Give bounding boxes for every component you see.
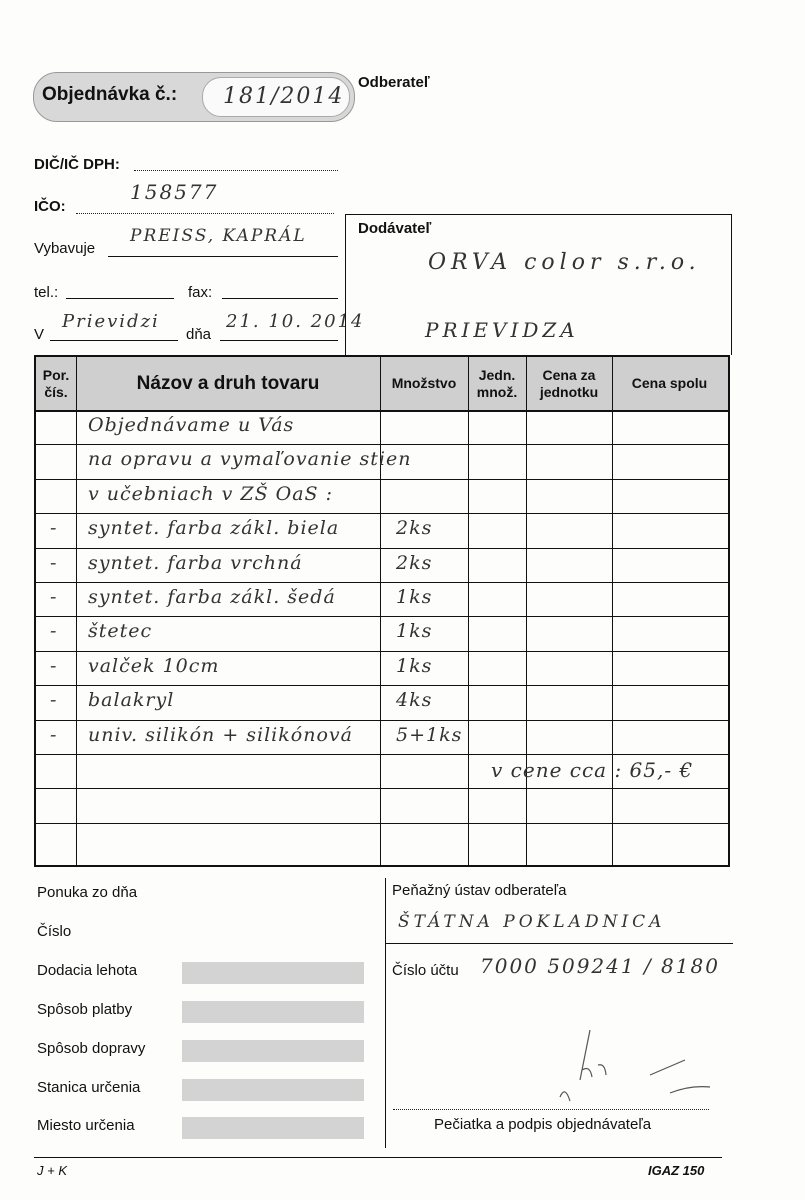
row-item-text: univ. silikón + silikónová <box>88 723 353 746</box>
header-jedn: Jedn. množ. <box>476 366 518 400</box>
table-row-divider <box>36 616 728 617</box>
v-line <box>50 340 178 341</box>
dna-label: dňa <box>186 326 212 343</box>
dodacia-field <box>182 962 364 984</box>
stanica-label: Stanica určenia <box>37 1079 141 1096</box>
row-por: - <box>50 586 58 608</box>
header-cena-jednotku: Cena za jednotku <box>539 366 599 400</box>
ico-value: 158577 <box>130 180 219 204</box>
footer-line <box>34 1157 722 1158</box>
bank-label: Peňažný ústav odberateľa <box>392 882 567 899</box>
row-por: - <box>50 689 58 712</box>
stamp-label: Pečiatka a podpis objednávateľa <box>434 1116 652 1133</box>
header-por: Por. čís. <box>42 366 70 400</box>
fax-line <box>222 298 338 299</box>
row-item-text: syntet. farba zákl. biela <box>88 517 340 540</box>
ico-label: IČO: <box>34 198 66 215</box>
table-row-divider <box>36 548 728 549</box>
table-row-divider <box>36 513 728 514</box>
miesto-field <box>182 1117 364 1139</box>
row-quantity: 2ks <box>396 517 433 540</box>
row-item-text: syntet. farba vrchná <box>88 551 303 574</box>
row-por: - <box>50 654 58 677</box>
ico-line <box>76 213 334 214</box>
supplier-city: PRIEVIDZA <box>425 318 579 342</box>
order-number-header <box>33 72 355 122</box>
row-quantity: 5+1ks <box>396 723 463 746</box>
vybavuje-label: Vybavuje <box>34 240 96 257</box>
row-item-text: balakryl <box>88 689 175 712</box>
order-number: 181/2014 <box>223 84 345 109</box>
row-quantity: 1ks <box>396 620 433 643</box>
table-row-divider <box>36 823 728 824</box>
order-label: Objednávka č.: <box>42 84 178 105</box>
footer-left: J + K <box>37 1163 67 1178</box>
bottom-divider <box>385 878 386 1148</box>
table-row-divider <box>36 651 728 652</box>
dodacia-label: Dodacia lehota <box>37 962 138 979</box>
supplier-name: ORVA color s.r.o. <box>428 250 701 275</box>
table-row-divider <box>36 720 728 721</box>
doprava-label: Spôsob dopravy <box>37 1040 146 1057</box>
table-row-divider <box>36 788 728 789</box>
row-por: - <box>50 723 58 746</box>
bank-value: ŠTÁTNA POKLADNICA <box>398 912 666 932</box>
platba-field <box>182 1001 364 1023</box>
customer-label: Odberateľ <box>358 74 430 91</box>
items-table <box>34 355 730 867</box>
vybavuje-line <box>108 256 338 257</box>
footer-right: IGAZ 150 <box>648 1163 705 1178</box>
table-row-divider <box>36 444 728 445</box>
row-item-text: štetec <box>88 620 153 643</box>
row-quantity: 4ks <box>396 689 433 712</box>
row-por: - <box>50 517 58 540</box>
row-total-note: v cene cca : 65,- € <box>491 758 694 782</box>
table-row-divider <box>36 582 728 583</box>
dna-value: 21. 10. 2014 <box>226 311 365 332</box>
dna-line <box>220 340 338 341</box>
account-label: Číslo účtu <box>392 962 459 979</box>
header-cena-spolu: Cena spolu <box>631 375 708 391</box>
vybavuje-value: PREISS, KAPRÁL <box>130 226 307 246</box>
cislo-label: Číslo <box>37 923 72 940</box>
row-quantity: 2ks <box>396 551 433 574</box>
row-por: - <box>50 551 58 574</box>
dic-label: DIČ/IČ DPH: <box>34 156 120 173</box>
row-item-text: v učebniach v ZŠ OaS : <box>88 482 334 505</box>
row-item-text: Objednávame u Vás <box>88 414 295 436</box>
tel-label: tel.: <box>34 284 59 301</box>
platba-label: Spôsob platby <box>37 1001 133 1018</box>
row-item-text: syntet. farba zákl. šedá <box>88 586 336 608</box>
ponuka-label: Ponuka zo dňa <box>37 884 138 901</box>
order-number-box <box>202 77 350 117</box>
header-nazov: Názov a druh tovaru <box>136 373 320 394</box>
row-por: - <box>50 620 58 643</box>
v-label: V <box>34 326 45 343</box>
header-mnozstvo: Množstvo <box>391 375 457 391</box>
stanica-field <box>182 1079 364 1101</box>
supplier-label: Dodávateľ <box>358 220 432 237</box>
row-item-text: valček 10cm <box>88 654 220 677</box>
row-item-text: na opravu a vymaľovanie stien <box>88 448 412 471</box>
stamp-line <box>393 1109 709 1110</box>
table-row-divider <box>36 685 728 686</box>
bank-separator <box>385 943 733 944</box>
account-value: 7000 509241 / 8180 <box>480 954 720 978</box>
dic-line <box>134 170 338 171</box>
miesto-label: Miesto určenia <box>37 1117 135 1134</box>
doprava-field <box>182 1040 364 1062</box>
row-quantity: 1ks <box>396 654 433 677</box>
table-row-divider <box>36 479 728 480</box>
signature-mark <box>440 1015 740 1115</box>
tel-line <box>66 298 174 299</box>
fax-label: fax: <box>188 284 213 301</box>
v-value: Prievidzi <box>62 311 160 332</box>
table-row-divider <box>36 754 728 755</box>
row-quantity: 1ks <box>396 586 433 608</box>
